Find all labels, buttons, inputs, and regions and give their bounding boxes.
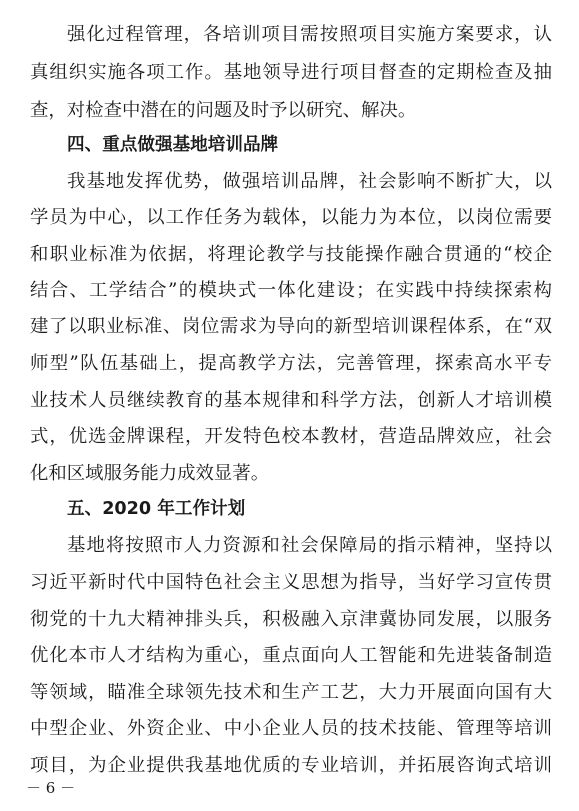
paragraph-line: 习近平新时代中国特色社会主义思想为指导，当好学习宣传贯 [30, 572, 552, 593]
paragraph-line: 建了以职业标准、岗位需求为导向的新型培训课程体系，在“双 [30, 316, 552, 337]
paragraph-line: 真组织实施各项工作。基地领导进行项目督查的定期检查及抽 [30, 62, 552, 83]
paragraph-line: 化和区域服务能力成效显著。 [30, 463, 270, 484]
paragraph-line: 彻党的十九大精神排头兵，积极融入京津冀协同发展，以服务 [30, 609, 552, 630]
paragraph-line: 优化本市人才结构为重心，重点面向人工智能和先进装备制造 [30, 645, 552, 666]
paragraph-line: 业技术人员继续教育的基本规律和科学方法，创新人才培训模 [30, 390, 552, 411]
section-heading: 五、2020 年工作计划 [67, 499, 246, 519]
paragraph-line: 基地将按照市人力资源和社会保障局的指示精神，坚持以 [67, 535, 552, 556]
paragraph-line: 结合、工学结合”的模块式一体化建设；在实践中持续探索构 [30, 280, 552, 301]
paragraph-line: 师型”队伍基础上，提高教学方法，完善管理，探索高水平专 [30, 353, 552, 374]
paragraph-line: 中型企业、外资企业、中小企业人员的技术技能、管理等培训 [30, 718, 552, 739]
section-heading: 四、重点做强基地培训品牌 [67, 135, 279, 155]
paragraph-line: 学员为中心，以工作任务为载体，以能力为本位，以岗位需要 [30, 207, 552, 228]
paragraph-line: 我基地发挥优势，做强培训品牌，社会影响不断扩大，以 [67, 171, 552, 192]
page-number: － 6 － [26, 779, 76, 797]
paragraph-line: 强化过程管理，各培训项目需按照项目实施方案要求，认 [67, 24, 552, 45]
paragraph-line: 项目，为企业提供我基地优质的专业培训，并拓展咨询式培训 [30, 755, 552, 776]
paragraph-line: 式，优选金牌课程，开发特色校本教材，营造品牌效应，社会 [30, 426, 552, 447]
paragraph-line: 和职业标准为依据，将理论教学与技能操作融合贯通的“校企 [30, 244, 552, 265]
paragraph-line: 等领域，瞄准全球领先技术和生产工艺，大力开展面向国有大 [30, 682, 552, 703]
paragraph-line: 查，对检查中潜在的问题及时予以研究、解决。 [30, 100, 417, 121]
